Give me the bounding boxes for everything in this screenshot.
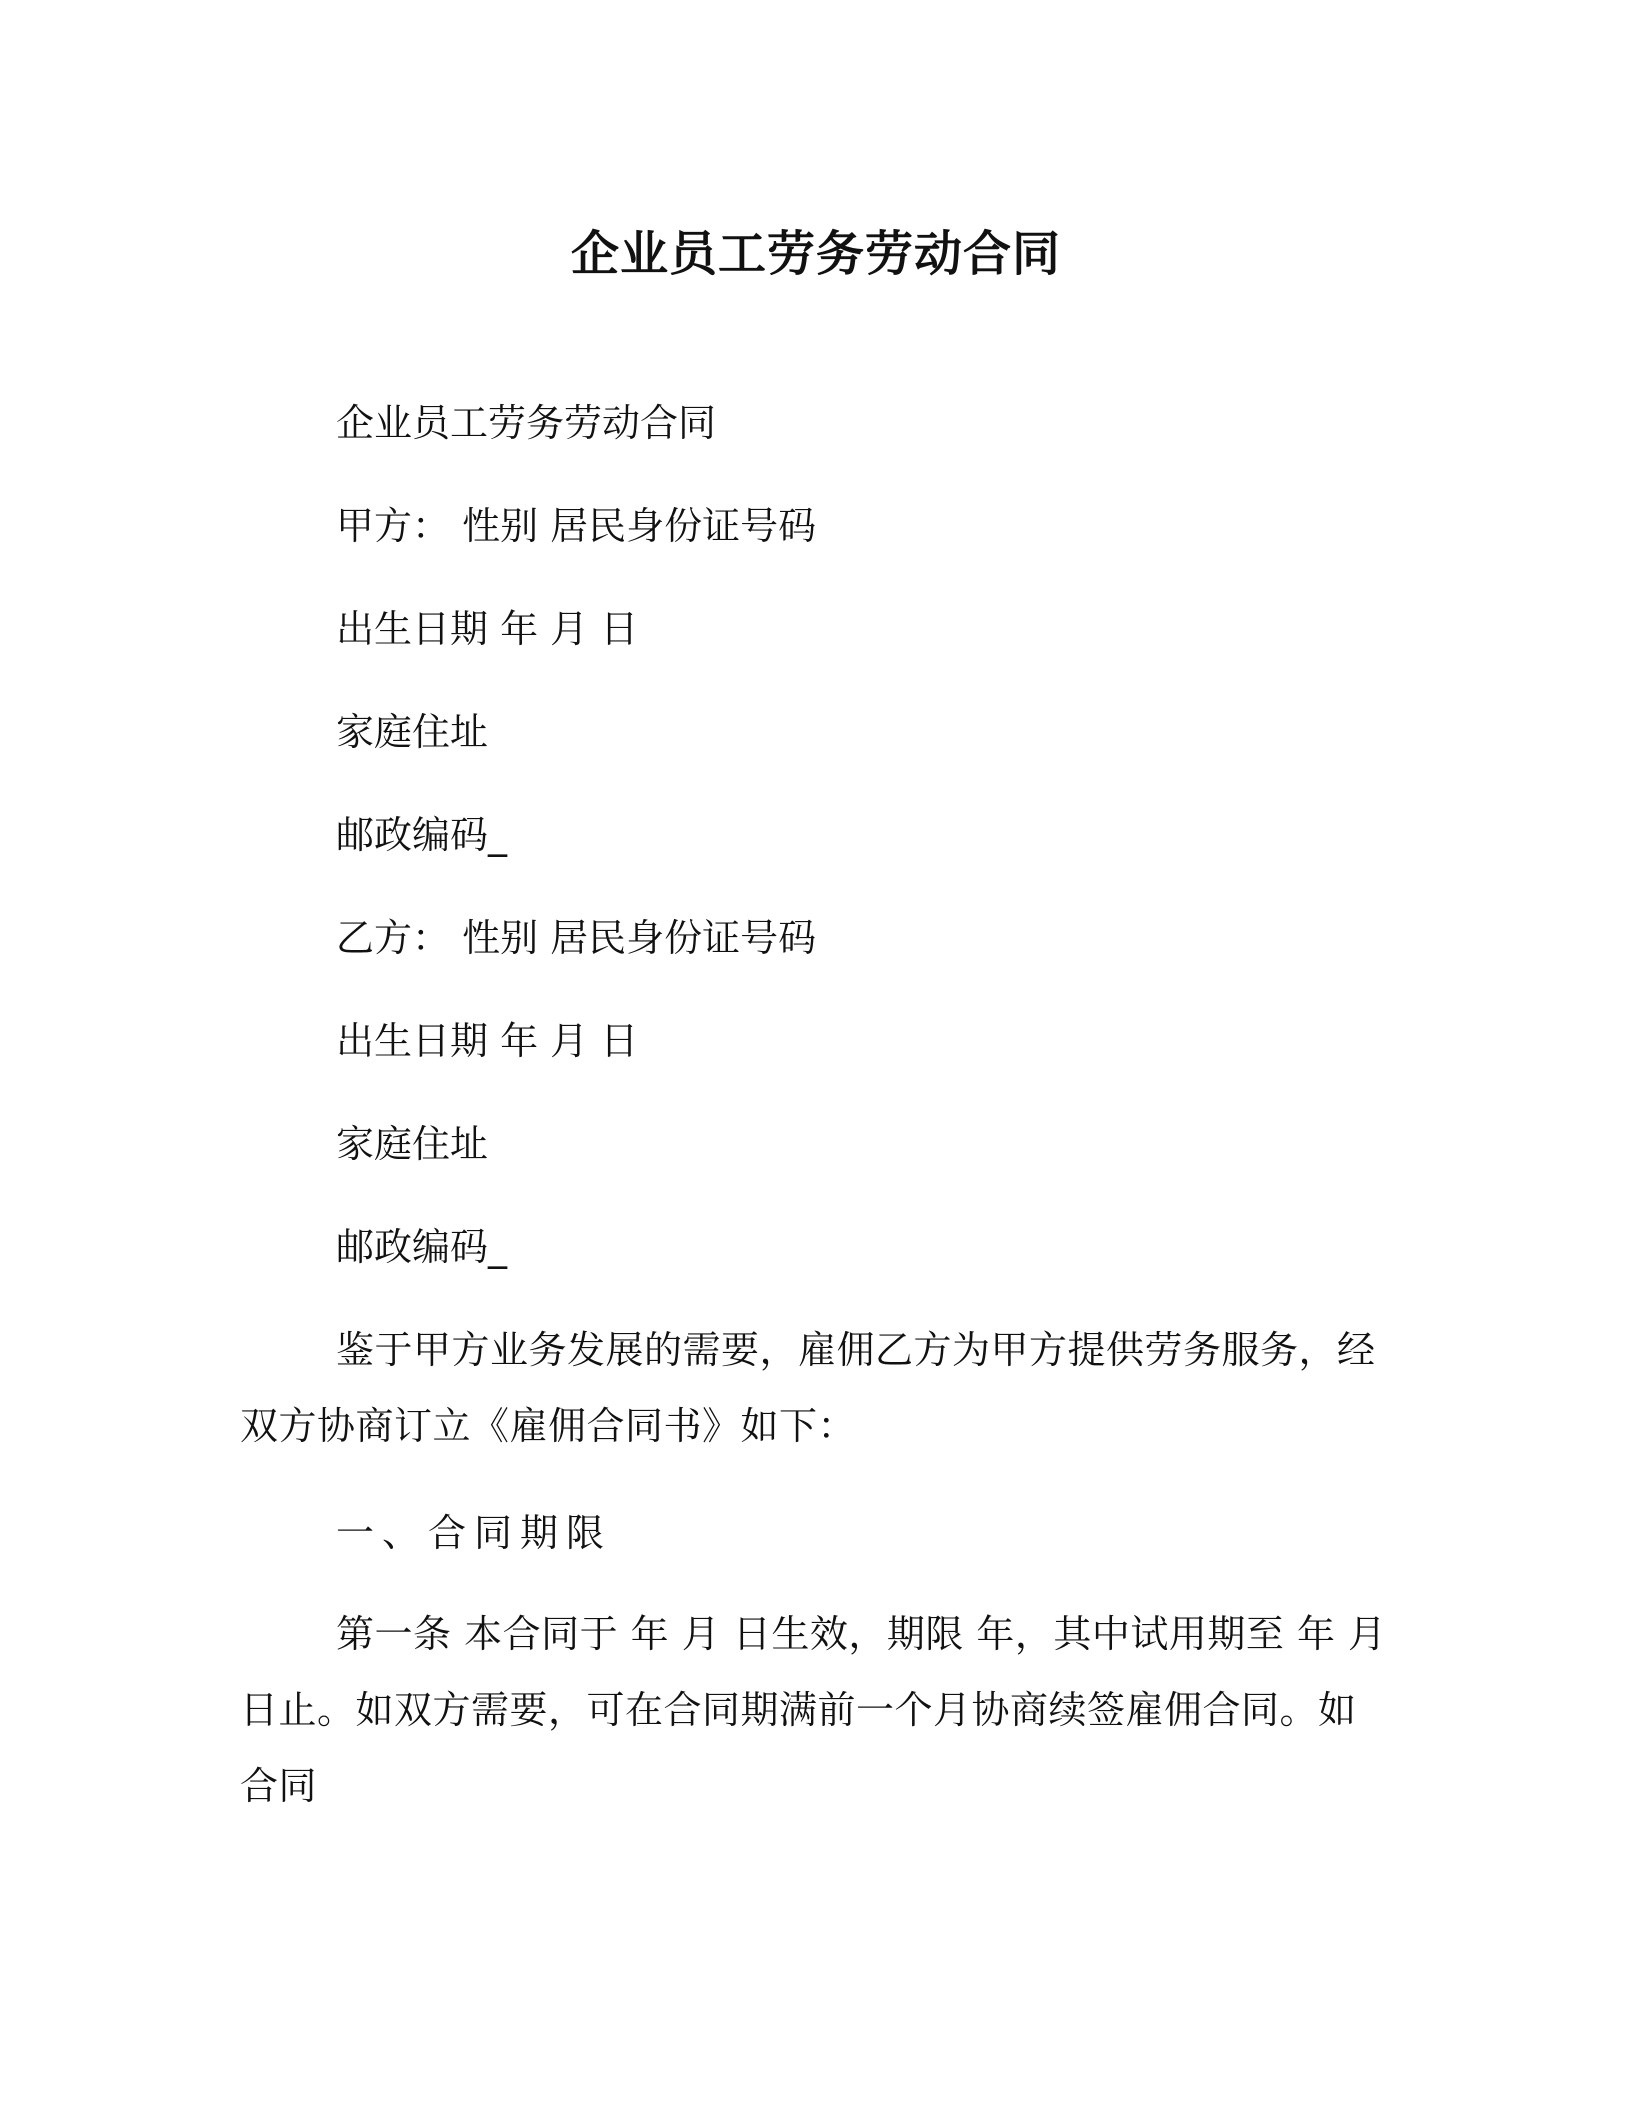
article-1-paragraph: 第一条 本合同于 年 月 日生效，期限 年，其中试用期至 年 月日止。如双方需要，可在合同期满前一个月协商续签雇佣合同。如合同 (240, 1612, 1387, 1808)
party-b-birthdate-line: 出生日期 年 月 日 (336, 1019, 639, 1063)
party-a-birthdate-line: 出生日期 年 月 日 (336, 607, 639, 651)
contract-name-line: 企业员工劳务劳动合同 (336, 401, 717, 445)
party-b-address-line: 家庭住址 (336, 1122, 489, 1166)
party-a-line: 甲方： 性别 居民身份证号码 (336, 504, 817, 548)
party-a-address-line: 家庭住址 (336, 710, 489, 754)
intro-paragraph: 鉴于甲方业务发展的需要，雇佣乙方为甲方提供劳务服务，经双方协商订立《雇佣合同书》如下： (240, 1328, 1376, 1448)
party-a-postcode-line: 邮政编码_ (336, 813, 508, 857)
party-b-line: 乙方： 性别 居民身份证号码 (336, 916, 817, 960)
section-heading: 一、合同期限 (336, 1511, 613, 1555)
party-b-postcode-line: 邮政编码_ (336, 1225, 508, 1269)
document-title: 企业员工劳务劳动合同 (570, 226, 1061, 282)
